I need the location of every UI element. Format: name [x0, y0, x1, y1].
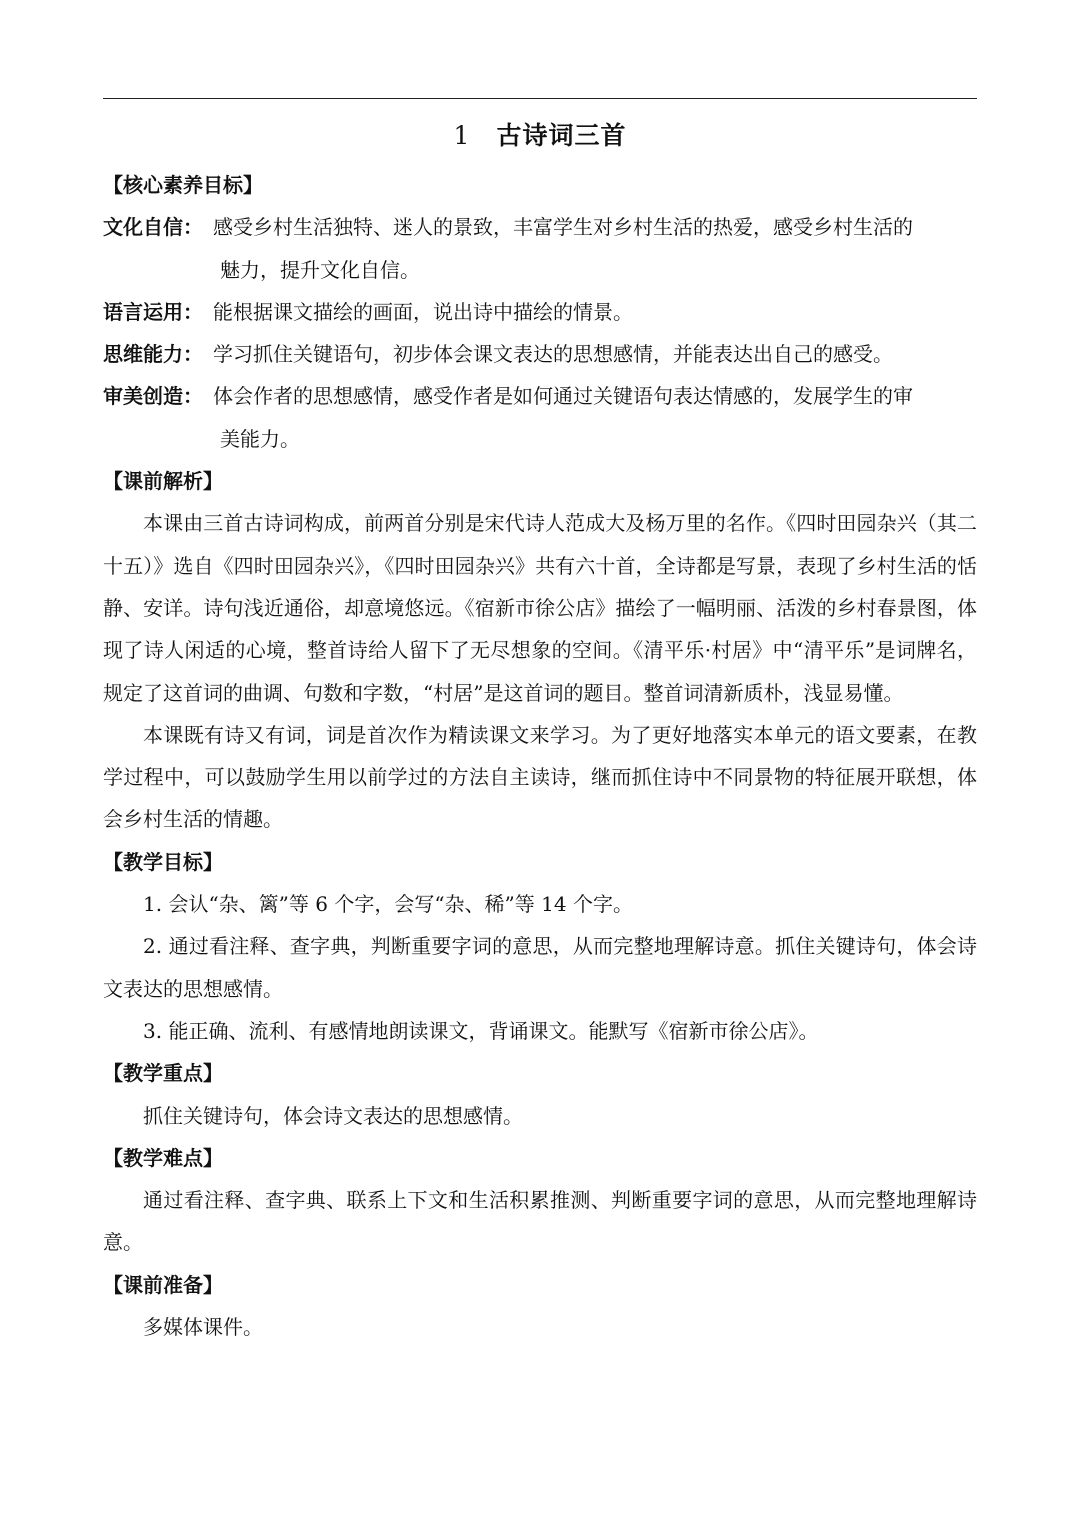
goal-text	[213, 375, 977, 460]
analysis-paragraph: 本课既有诗又有词，词是首次作为精读课文来学习。为了更好地落实本单元的语文要素，在教学过程中，可以鼓励学生用以前学过的方法自主读诗，继而抓住诗中不同景物的特征展开联想，体会乡村生活的情趣。	[103, 722, 977, 832]
lesson-title: 古诗词三首	[496, 121, 627, 150]
teaching-goal-item: 1. 会认“杂、篱”等 6 个字，会写“杂、稀”等 14 个字。	[143, 892, 633, 917]
page-title	[103, 116, 977, 156]
section-heading-core-goals: 【核心素养目标】	[103, 173, 263, 197]
goal-label: 文化自信：	[103, 215, 203, 240]
section-heading-analysis: 【课前解析】	[103, 469, 223, 494]
goal-text-line: 能根据课文描绘的画面，说出诗中描绘的情景。	[213, 299, 633, 324]
goal-text-line: 体会作者的思想感情，感受作者是如何通过关键语句表达情感的，发展学生的审	[213, 384, 913, 409]
lesson-number: 1	[453, 121, 471, 150]
goal-text-line: 学习抓住关键语句，初步体会课文表达的思想感情，并能表达出自己的感受。	[213, 342, 893, 367]
goal-text-line: 感受乡村生活独特、迷人的景致，丰富学生对乡村生活的热爱，感受乡村生活的	[213, 215, 913, 240]
header-rule	[103, 98, 977, 99]
section-heading-teaching-goals: 【教学目标】	[103, 849, 223, 874]
goal-label: 审美创造：	[103, 384, 203, 409]
analysis-paragraph: 本课由三首古诗词构成，前两首分别是宋代诗人范成大及杨万里的名作。《四时田园杂兴（其二十五）》选自《四时田园杂兴》，《四时田园杂兴》共有六十首，全诗都是写景，表现了乡村生活的恬静、安详。诗句浅近通俗，却意境悠远。《宿新市徐公店》描绘了一幅明丽、活泼的乡村春景图，体现了诗人闲适的心境，整首诗给人留下了无尽想象的空间。《清平乐·村居》中“清平乐”是词牌名，规定了这首词的曲调、句数和字数，“村居”是这首词的题目。整首词清新质朴，浅显易懂。	[103, 511, 977, 705]
goal-label: 语言运用：	[103, 299, 203, 324]
section-heading-preparation: 【课前准备】	[103, 1272, 223, 1297]
goal-label: 思维能力：	[103, 342, 203, 367]
goal-text-continuation: 美能力。	[220, 426, 300, 451]
teaching-goal-item: 2. 通过看注释、查字典，判断重要字词的意思，从而完整地理解诗意。抓住关键诗句，体会诗文表达的思想感情。	[103, 934, 977, 1001]
goal-thinking-ability	[103, 333, 977, 375]
preparation-text: 多媒体课件。	[143, 1315, 263, 1340]
goal-text	[213, 291, 977, 333]
teaching-goal-item: 3. 能正确、流利、有感情地朗读课文，背诵课文。能默写《宿新市徐公店》。	[143, 1018, 819, 1043]
section-heading-key-points: 【教学重点】	[103, 1061, 223, 1086]
key-points-text: 抓住关键诗句，体会诗文表达的思想感情。	[143, 1103, 523, 1128]
section-heading-difficulties: 【教学难点】	[103, 1145, 223, 1170]
goal-language-use	[103, 291, 977, 333]
goal-aesthetic-creation	[103, 375, 977, 460]
goal-text-continuation: 魅力，提升文化自信。	[220, 257, 420, 282]
goal-cultural-confidence	[103, 206, 977, 291]
goal-text	[213, 333, 977, 375]
goal-text	[213, 206, 977, 291]
document-body	[103, 164, 977, 1348]
difficulties-text: 通过看注释、查字典、联系上下文和生活积累推测、判断重要字词的意思，从而完整地理解诗意。	[103, 1188, 977, 1255]
